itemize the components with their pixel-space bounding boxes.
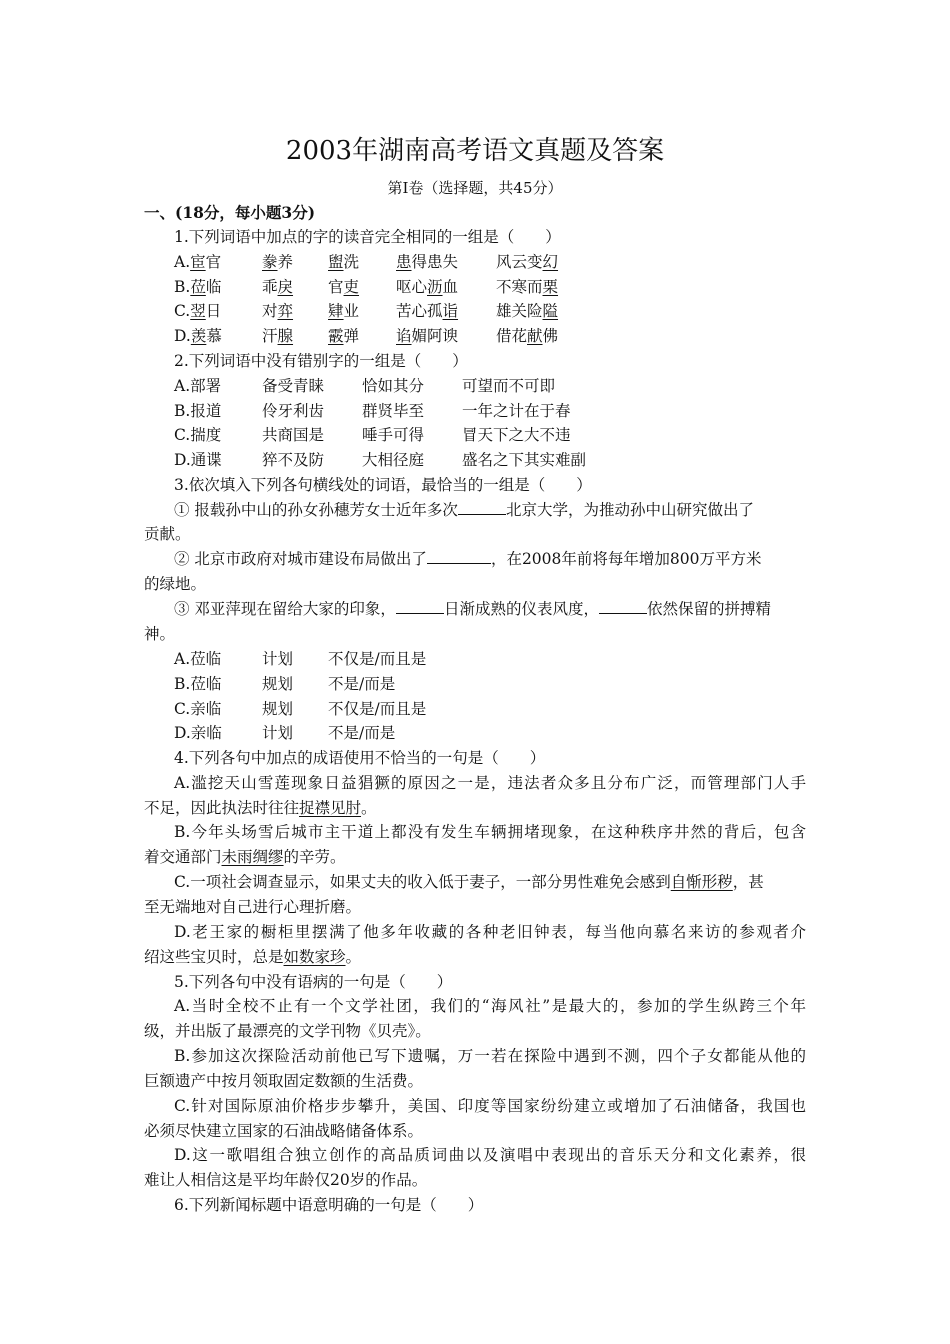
q4-option-d-cont: 绍这些宝贝时，总是如数家珍。 — [144, 948, 362, 966]
q3-sentence-1: ① 报载孙中山的孙女孙穗芳女士近年多次 北京大学，为推动孙中山研究做出了 — [174, 498, 754, 522]
q5-option-d-cont: 难让人相信这是平均年龄仅20岁的作品。 — [144, 1171, 428, 1189]
q2-option-b: B.报道 伶牙利齿 群贤毕至 一年之计在于春 — [174, 402, 571, 420]
fill-blank — [396, 597, 444, 614]
fill-blank — [599, 597, 647, 614]
q4-option-a-cont: 不足，因此执法时往往捉襟见肘。 — [144, 799, 377, 817]
part-subtitle: 第Ⅰ卷（选择题，共45分） — [387, 179, 563, 197]
q3-option-b: B.莅临 规划 不是/而是 — [174, 675, 396, 693]
q1-option-c: C.翌日 对弈 肄业 苦心孤诣 雄关险隘 — [174, 302, 559, 320]
fill-blank — [427, 547, 491, 564]
q1-stem: 1.下列词语中加点的字的读音完全相同的一组是（ ） — [174, 228, 561, 246]
idiom-underlined: 未雨绸缪 — [221, 848, 284, 866]
q5-option-a-cont: 级，并出版了最漂亮的文学刊物《贝壳》。 — [144, 1022, 431, 1040]
q3-sentence-3-cont: 神。 — [144, 625, 176, 643]
q2-option-a: A.部署 备受青睐 恰如其分 可望而不可即 — [174, 377, 556, 395]
q3-sentence-2: ② 北京市政府对城市建设布局做出了 ，在2008年前将每年增加800万平方米 — [174, 547, 761, 571]
q2-stem: 2.下列词语中没有错别字的一组是（ ） — [174, 352, 468, 370]
q3-sentence-3: ③ 邓亚萍现在留给大家的印象， 日渐成熟的仪表风度， 依然保留的拼搏精 — [174, 597, 771, 621]
q4-option-d: D.老王家的橱柜里摆满了他多年收藏的各种老旧钟表，每当他向慕名来访的参观者介 — [174, 923, 806, 941]
q3-sentence-2-cont: 的绿地。 — [144, 575, 207, 593]
q1-option-d: D.羡慕 汗腺 霰弹 谄媚阿谀 借花献佛 — [174, 327, 559, 345]
q5-stem: 5.下列各句中没有语病的一句是（ ） — [174, 973, 453, 991]
q5-option-c: C.针对国际原油价格步步攀升，美国、印度等国家纷纷建立或增加了石油储备，我国也 — [174, 1097, 806, 1115]
q5-option-d: D.这一歌唱组合独立创作的高品质词曲以及演唱中表现出的音乐天分和文化素养，很 — [174, 1146, 806, 1164]
q4-option-a: A.滥挖天山雪莲现象日益猖獗的原因之一是，违法者众多且分布广泛，而管理部门人手 — [174, 774, 806, 792]
q2-option-c: C.揣度 共商国是 唾手可得 冒天下之大不违 — [174, 426, 571, 444]
q1-option-a: A.宦官 豢养 盥洗 患得患失 风云变幻 — [174, 253, 559, 271]
q4-option-c: C.一项社会调查显示，如果丈夫的收入低于妻子，一部分男性难免会感到自惭形秽，甚 — [174, 873, 764, 891]
q4-option-c-cont: 至无端地对自己进行心理折磨。 — [144, 898, 362, 916]
q3-stem: 3.依次填入下列各句横线处的词语，最恰当的一组是（ ） — [174, 476, 592, 494]
q4-option-b-cont: 着交通部门未雨绸缪的辛劳。 — [144, 848, 346, 866]
fill-blank — [458, 498, 506, 515]
q1-option-b: B.莅临 乖戾 官吏 呕心沥血 不寒而栗 — [174, 278, 559, 296]
idiom-underlined: 如数家珍 — [283, 948, 346, 966]
q3-option-c: C.亲临 规划 不仅是/而且是 — [174, 700, 427, 718]
q4-stem: 4.下列各句中加点的成语使用不恰当的一句是（ ） — [174, 749, 546, 767]
q4-option-b: B.今年头场雪后城市主干道上都没有发生车辆拥堵现象，在这种秩序井然的背后，包含 — [174, 823, 806, 841]
idiom-underlined: 捉襟见肘 — [299, 799, 362, 817]
q5-option-b: B.参加这次探险活动前他已写下遗嘱，万一若在探险中遇到不测，四个子女都能从他的 — [174, 1047, 806, 1065]
q5-option-a: A.当时全校不止有一个文学社团，我们的“海风社”是最大的，参加的学生纵跨三个年 — [174, 997, 806, 1015]
document-title: 2003年湖南高考语文真题及答案 — [285, 136, 665, 166]
q6-stem: 6.下列新闻标题中语意明确的一句是（ ） — [174, 1196, 484, 1214]
q2-option-d: D.通谍 猝不及防 大相径庭 盛名之下其实难副 — [174, 451, 587, 469]
q5-option-b-cont: 巨额遗产中按月领取固定数额的生活费。 — [144, 1072, 424, 1090]
section-heading: 一、(18分，每小题3分) — [144, 203, 316, 222]
idiom-underlined: 自惭形秽 — [670, 873, 733, 891]
q3-option-d: D.亲临 计划 不是/而是 — [174, 724, 396, 742]
q5-option-c-cont: 必须尽快建立国家的石油战略储备体系。 — [144, 1122, 424, 1140]
q3-option-a: A.莅临 计划 不仅是/而且是 — [174, 650, 427, 668]
q3-sentence-1-cont: 贡献。 — [144, 525, 191, 543]
